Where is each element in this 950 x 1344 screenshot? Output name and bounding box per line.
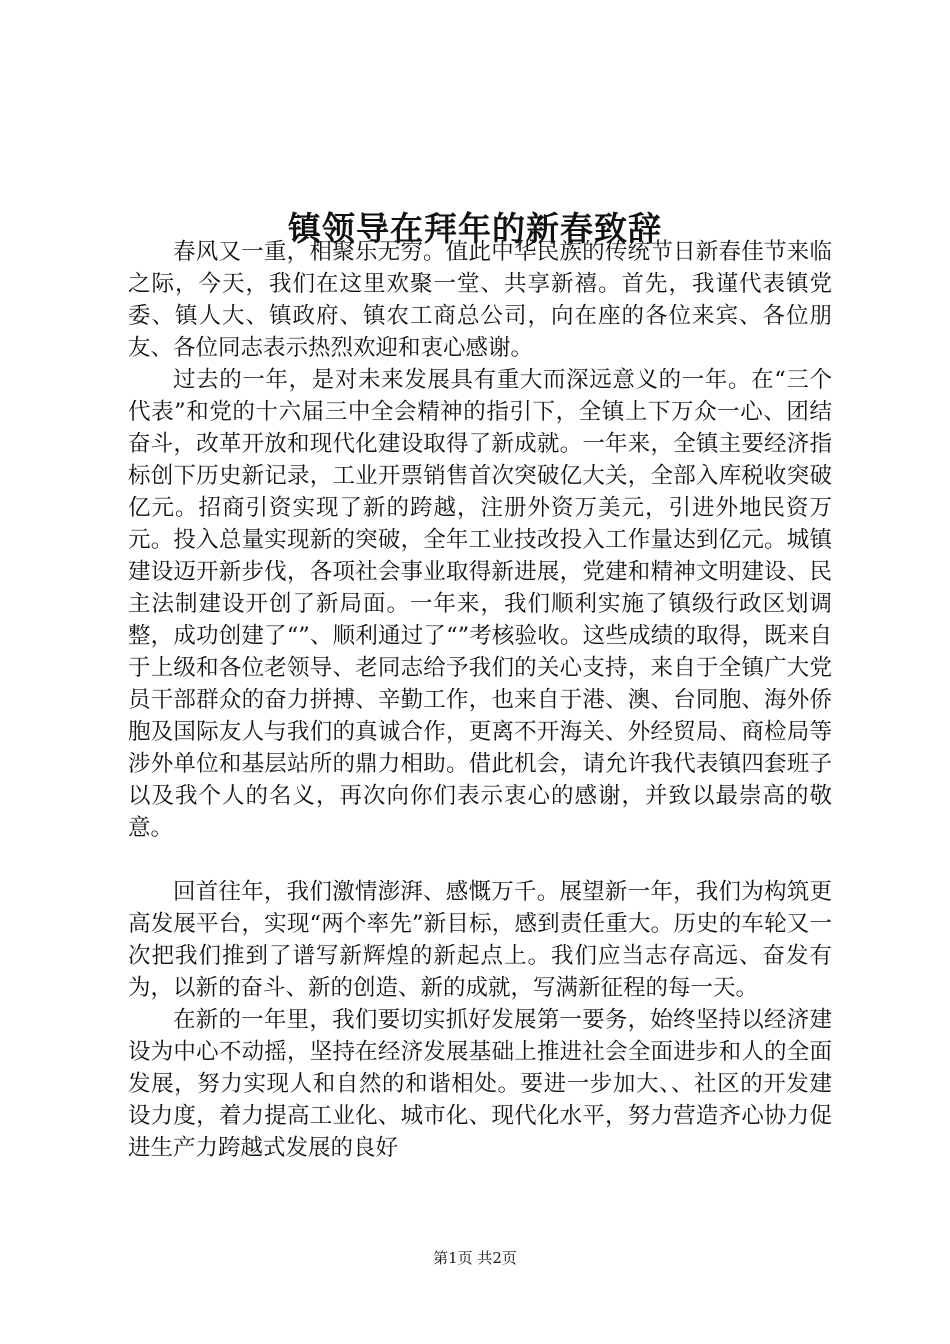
paragraph-spacer [128,844,832,876]
page-number: 第1页 [433,1249,473,1267]
paragraph-outlook: 回首往年，我们激情澎湃、感慨万千。展望新一年，我们为构筑更高发展平台，实现“两个率先”新目标，感到责任重大。历史的车轮又一次把我们推到了谱写新辉煌的新起点上。我们应当志存高远、奋发有为，以新的奋斗、新的创造、新的成就，写满新征程的每一天。 [128,879,832,1001]
paragraph-past-year: 过去的一年，是对未来发展具有重大而深远意义的一年。在“三个代表”和党的十六届三中全会精神的指引下，全镇上下万众一心、团结奋斗，改革开放和现代化建设取得了新成就。一年来，全镇主要经济指标创下历史新记录，工业开票销售首次突破亿大关，全部入库税收突破亿元。招商引资实现了新的跨越，注册外资万美元，引进外地民资万元。投入总量实现新的突破，全年工业技改投入工作量达到亿元。城镇建设迈开新步伐，各项社会事业取得新进展，党建和精神文明建设、民主法制建设开创了新局面。一年来，我们顺利实施了镇级行政区划调整，成功创建了“”、顺利通过了“”考核验收。这些成绩的取得，既来自于上级和各位老领导、老同志给予我们的关心支持，来自于全镇广大党员干部群众的奋力拼搏、辛勤工作，也来自于港、澳、台同胞、海外侨胞及国际友人与我们的真诚合作，更离不开海关、外经贸局、商检局等涉外单位和基层站所的鼎力相助。借此机会，请允许我代表镇四套班子以及我个人的名义，再次向你们表示衷心的感谢，并致以最崇高的敬意。 [128,367,832,841]
paragraph-greeting: 春风又一重，相聚乐无穷。值此中华民族的传统节日新春佳节来临之际，今天，我们在这里欢聚一堂、共享新禧。首先，我谨代表镇党委、镇人大、镇政府、镇农工商总公司，向在座的各位来宾、各位朋友、各位同志表示热烈欢迎和衷心感谢。 [128,239,832,361]
page-total: 共2页 [477,1249,517,1267]
paragraph-new-year-plan: 在新的一年里，我们要切实抓好发展第一要务，始终坚持以经济建设为中心不动摇，坚持在经济发展基础上推进社会全面进步和人的全面发展，努力实现人和自然的和谐相处。要进一步加大、、社区的开发建设力度，着力提高工业化、城市化、现代化水平，努力营造齐心协力促进生产力跨越式发展的良好 [128,1007,832,1161]
page-footer [0,1248,950,1268]
document-title: 镇领导在拜年的新春致辞 [288,209,662,249]
document-body [128,236,832,1164]
